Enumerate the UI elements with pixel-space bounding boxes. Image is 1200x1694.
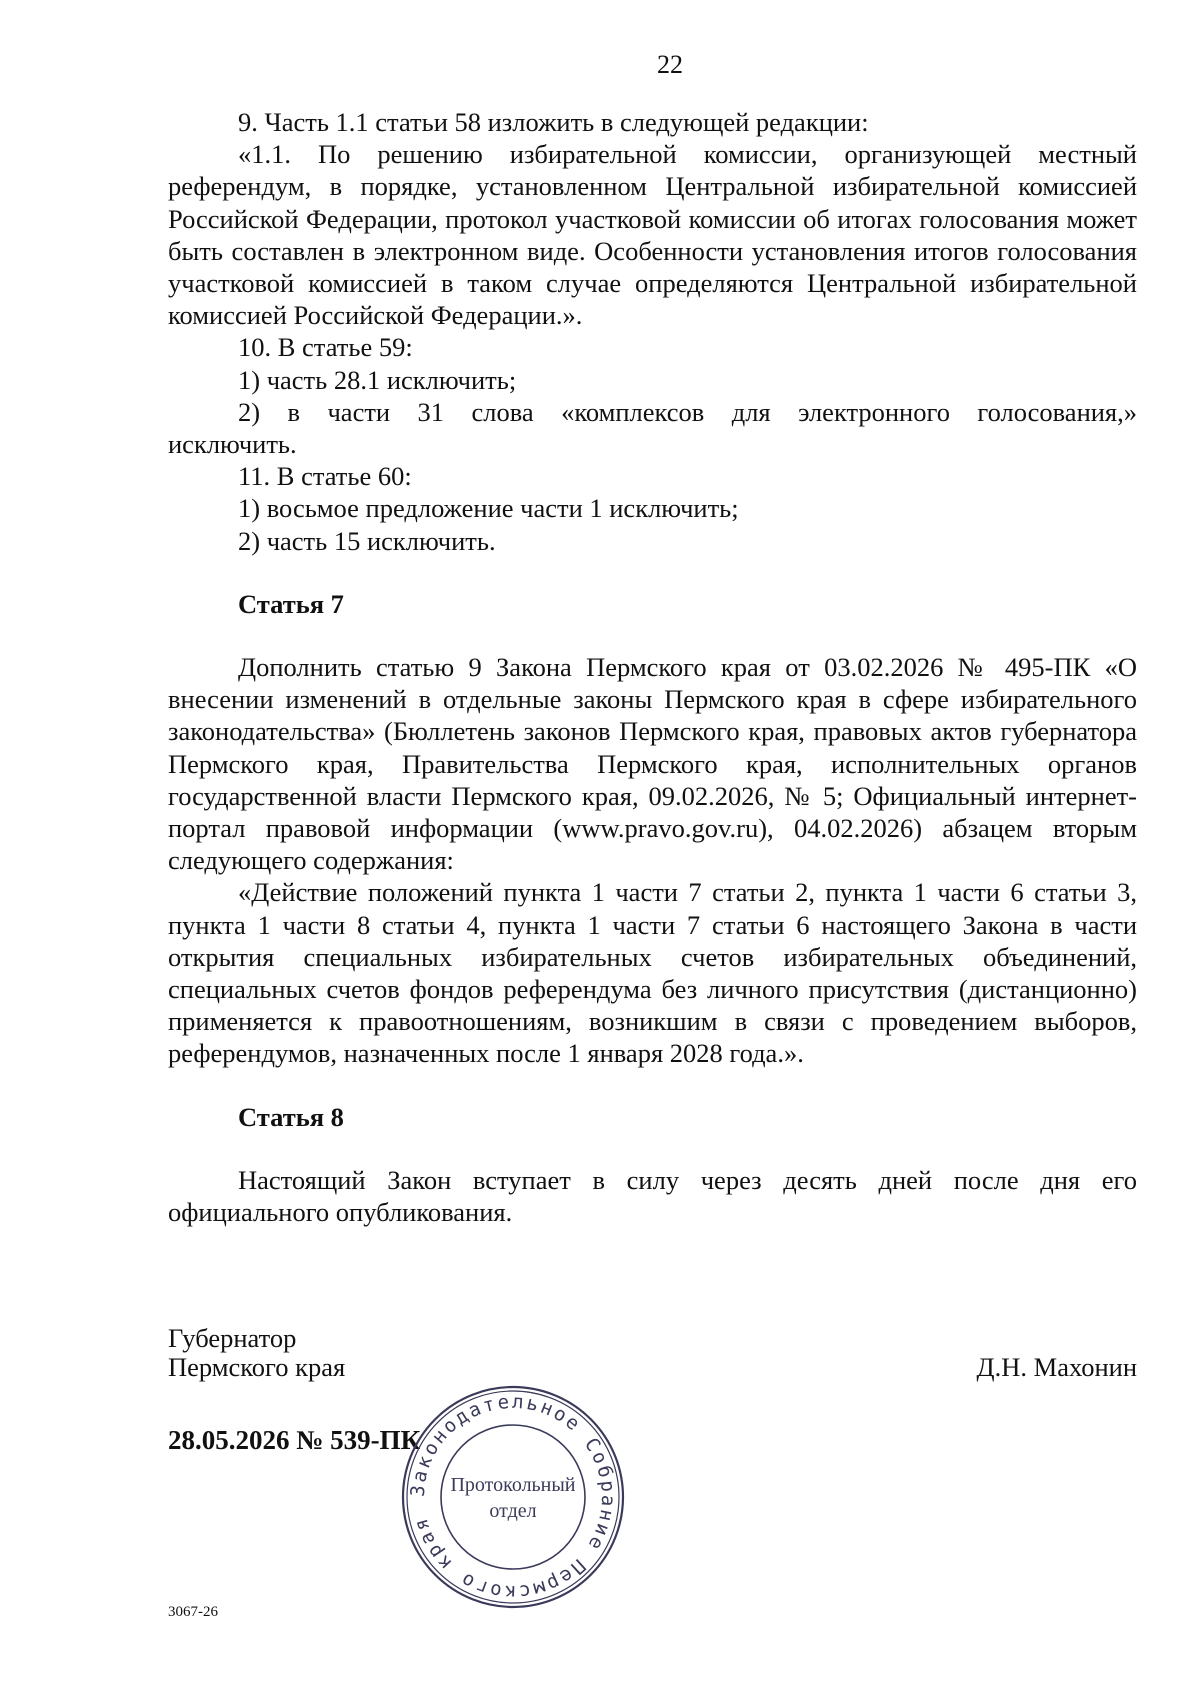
amendment-subitem: 2) часть 15 исключить. xyxy=(238,525,496,556)
article-8-heading: Статья 8 xyxy=(238,1101,344,1132)
article-7-paragraph: Дополнить статью 9 Закона Пермского края от 03.02.2026 № 495-ПК «О внесении изменений в отдельные законы Пермского края в сфере избирательного законодательства» (Бюллетень законов Пермского края, правовых актов губернатора Пермского края, Правительства Пермского края, исполнительных органов государственной власти Пермского края, 09.02.2026, № 5; Официальный интернет-портал правовой информации (www.pravo.gov.ru), 04.02.2026) абзацем вторым следующего содержания: xyxy=(168,652,1137,876)
amendment-item-9: 9. Часть 1.1 статьи 58 изложить в следующей редакции: xyxy=(238,107,869,137)
amendment-subitem: 1) восьмое предложение части 1 исключить; xyxy=(238,493,739,524)
page-number: 22 xyxy=(657,50,683,79)
amendment-item-11: 11. В статье 60: xyxy=(238,461,412,492)
document-code: 3067-26 xyxy=(168,1604,218,1620)
article-7-heading: Статья 7 xyxy=(238,588,344,619)
signer-name: Д.Н. Махонин xyxy=(976,1352,1137,1382)
signer-position: Губернатор xyxy=(168,1323,297,1353)
article-7-paragraph: «Действие положений пункта 1 части 7 статьи 2, пункта 1 части 6 статьи 3, пункта 1 части 8 статьи 4, пункта 1 части 7 статьи 6 настоящего Закона в части открытия специальных избирательных счетов избирательных объединений, специальных счетов фондов референдума без личного присутствия (дистанционно) применяется к правоотношениям, возникшим в связи с проведением выборов, референдумов, назначенных после 1 января 2028 года.». xyxy=(168,877,1137,1069)
stamp-center xyxy=(398,1382,628,1612)
amendment-subitem: 2) в части 31 слова «комплексов для электронного голосования,» исключить. xyxy=(168,396,1137,460)
signature-block xyxy=(168,1324,1137,1382)
stamp-ring-text: Законодательное Собрание Пермского края xyxy=(406,1390,620,1604)
signer-region: Пермского края xyxy=(168,1352,346,1382)
law-number: 28.05.2026 № 539-ПК xyxy=(168,1425,421,1455)
stamp-center-line1: Протокольный xyxy=(450,1474,576,1496)
amendment-subitem: 1) часть 28.1 исключить; xyxy=(238,364,517,395)
official-stamp xyxy=(398,1382,628,1612)
document-body xyxy=(168,106,1137,1228)
stamp-center-line2: отдел xyxy=(489,1500,537,1522)
article-8-paragraph: Настоящий Закон вступает в силу через десять дней после дня его официального опубликования. xyxy=(168,1164,1137,1228)
amendment-quote: «1.1. По решению избирательной комиссии, организующей местный референдум, в порядке, установленном Центральной избирательной комиссией Российской Федерации, протокол участковой комиссии об итогах голосования может быть составлен в электронном виде. Особенности установления итогов голосования участковой комиссией в таком случае определяются Центральной избирательной комиссией Российской Федерации.». xyxy=(168,139,1137,331)
amendment-item-10: 10. В статье 59: xyxy=(238,332,413,363)
